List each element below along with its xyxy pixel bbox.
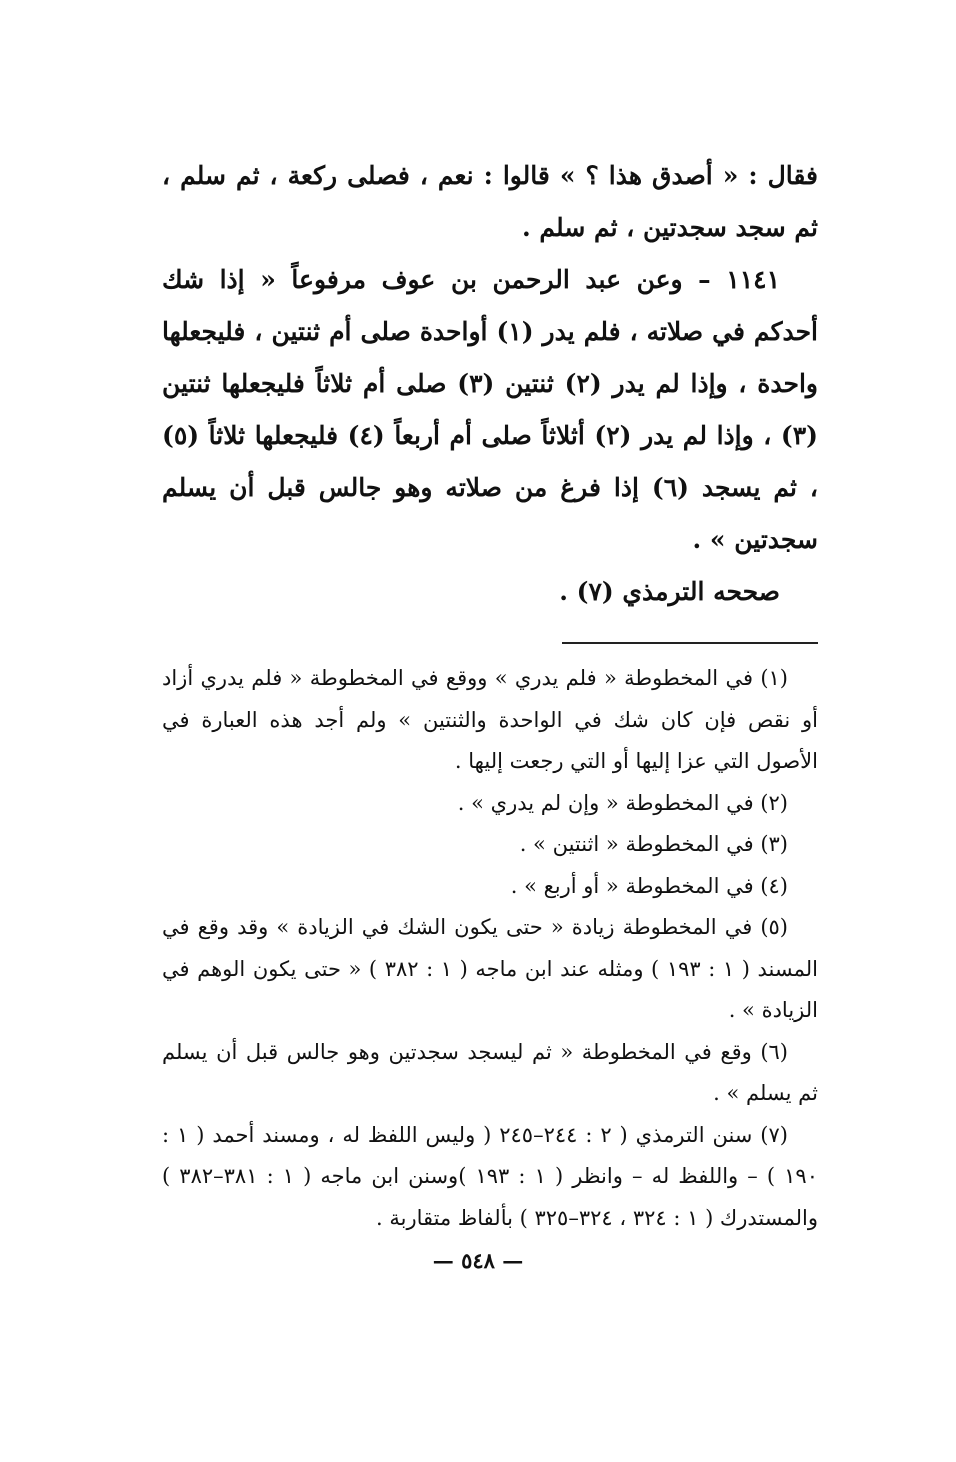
footnote: (٢) في المخطوطة « وإن لم يدري » . [457,790,788,815]
footnote: (٣) في المخطوطة « اثنتين » . [519,832,788,856]
footnote: (٧) سنن الترمذي ( ٢ : ٢٤٤–٢٤٥ ( وليس اللفظ له ، ومسند أحمد ( ١ : ١٩٠ ) – واللفظ له – وانظر ( ١ : ١٩٣ )وسنن ابن ماجه ( ١ : ٣٨١–٣٨٢ ) والمستدرك ( ١ : ٣٢٤ ، ٣٢٤–٣٢٥ ) بألفاظ متقاربة . [162,1122,818,1230]
footnote: (١) في المخطوطة « فلم يدري » ووقع في المخطوطة « فلم يدري أزاد أو نقص فإن كان شك في الواحدة والثنتين » ولم أجد هذه العبارة في الأصول التي عزا إليها أو التي رجعت إليها . [162,666,818,773]
footnote-divider [562,642,818,644]
footnote: (٥) في المخطوطة زيادة « حتى يكون الشك في الزيادة » وقد وقع في المسند ( ١ : ١٩٣ ) ومثله عند ابن ماجه ( ١ : ٣٨٢ ) « حتى يكون الوهم في الزيادة » . [162,915,818,1022]
hadith-source: صححه الترمذي (٧) . [559,577,780,606]
footnotes [162,658,818,1239]
main-paragraph: فقال : « أصدق هذا ؟ » قالوا : نعم ، فصلى ركعة ، ثم سلم ، ثم سجد سجدتين ، ثم سلم . [162,161,818,242]
page-number: — ٥٤٨ — [432,1248,524,1273]
page-content [162,150,818,1239]
footnote: (٤) في المخطوطة « أو أربع » . [510,873,788,898]
hadith-paragraph: ١١٤١ – وعن عبد الرحمن بن عوف مرفوعاً « إذا شك أحدكم في صلاته ، فلم يدر (١) أواحدة صلى أم ثنتين ، فليجعلها واحدة ، وإذا لم يدر (٢) ثنتين (٣) صلى أم ثلاثاً فليجعلها ثنتين (٣) ، وإذا لم يدر (٢) أثلاثاً صلى أم أربعاً (٤) فليجعلها ثلاثاً (٥) ، ثم يسجد (٦) إذا فرغ من صلاته وهو جالس قبل أن يسلم سجدتين » . [162,265,819,554]
footnote: (٦) وقع في المخطوطة « ثم ليسجد سجدتين وهو جالس قبل أن يسلم ثم يسلم » . [162,1039,818,1105]
main-text [162,150,818,618]
